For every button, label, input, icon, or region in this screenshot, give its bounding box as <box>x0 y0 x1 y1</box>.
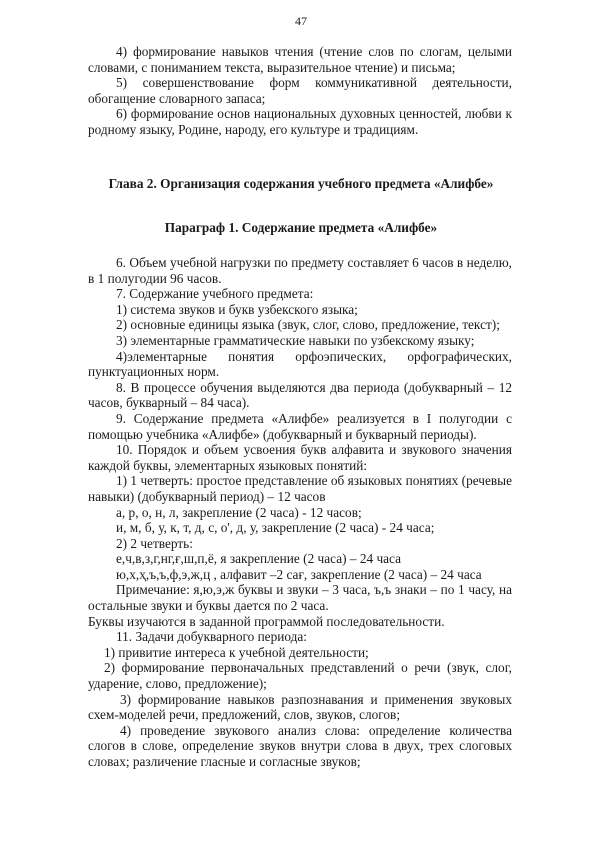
note: Примечание: я,ю,э,ж буквы и звуки – 3 часа, ъ,ъ знаки – по 1 часу, на остальные звуки и буквы дается по 2 часа. <box>88 582 512 614</box>
section-7-item-2: 2) основные единицы языка (звук, слог, слово, предложение, текст); <box>116 317 500 333</box>
intro-item-6: 6) формирование основ национальных духовных ценностей, любви к родному языку, Родине, народу, его культуре и традициям. <box>88 106 512 137</box>
section-7-item-1: 1) система звуков и букв узбекского языка; <box>116 301 358 317</box>
section-8: 8. В процессе обучения выделяются два периода (добукварный – 12 часов, букварный – 84 часа). <box>88 379 512 411</box>
intro-item-5: 5) совершенствование форм коммуникативной деятельности, обогащение словарного запаса; <box>88 75 512 106</box>
body-block <box>88 255 512 770</box>
section-7-item-4-word: понятия <box>228 348 275 364</box>
section-11-item-4: 4) проведение звукового анализ слова: определение количества слогов в слове, определение звуков внутри слова в двух, трех слоговых словах; различение гласные и согласные звуков; <box>88 722 512 769</box>
page-number: 47 <box>295 14 307 28</box>
section-9: 9. Содержание предмета «Алифбе» реализуется в I полугодии с помощью учебника «Алифбе» (добукварный и букварный периоды). <box>88 410 512 442</box>
section-10-letters-3: е,ч,в,з,г,нг,ғ,ш,п,ё, я закрепление (2 часа) – 24 часа <box>116 551 401 567</box>
paragraph-heading: Параграф 1. Содержание предмета «Алифбе» <box>164 220 438 235</box>
intro-item-4: 4) формирование навыков чтения (чтение слов по слогам, целыми словами, с пониманием текста, выразительное чтение) и письма; <box>88 44 512 75</box>
section-11-item-1: 1) привитие интереса к учебной деятельности; <box>104 644 369 660</box>
section-7-item-4-word: орфографических, <box>407 348 512 364</box>
section-11: 11. Задачи добукварного периода: <box>116 629 307 645</box>
order-note: Буквы изучаются в заданной программой последовательности. <box>88 613 445 629</box>
intro-block <box>88 44 512 138</box>
section-10: 10. Порядок и объем усвоения букв алфавита и звукового значения каждой буквы, элементарных языковых понятий: <box>88 442 512 473</box>
section-7-item-3: 3) элементарные грамматические навыки по узбекскому языку; <box>116 332 475 348</box>
section-10-letters-1: а, р, о, н, л, закрепление (2 часа) - 12 часов; <box>116 504 362 520</box>
section-7: 7. Содержание учебного предмета: <box>116 286 314 302</box>
section-10-letters-4: ю,х,ҳ,ъ,ъ,ф,э,ж,ц , алфавит –2 сағ, закрепление (2 часа) – 24 часа <box>116 566 482 582</box>
chapter-heading: Глава 2. Организация содержания учебного предмета «Алифбе» <box>108 176 494 191</box>
section-6: 6. Объем учебной нагрузки по предмету составляет 6 часов в неделю, в 1 полугодии 96 часов. <box>88 255 512 286</box>
section-10-quarter-2: 2) 2 четверть: <box>116 535 193 551</box>
section-7-item-4-end: пунктуационных норм. <box>88 364 220 380</box>
section-10-quarter-1: 1) 1 четверть: простое представление об языковых понятиях (речевые навыки) (добукварный период) – 12 часов <box>88 473 512 504</box>
section-10-letters-2: и, м, б, у, к, т, д, с, о', д, у, закрепление (2 часа) - 24 часа; <box>116 520 435 536</box>
section-11-item-2: 2) формирование первоначальных представлений о речи (звук, слог, ударение, слово, предложение); <box>88 660 512 692</box>
section-7-item-4-line <box>88 349 512 365</box>
section-7-item-4-word: орфоэпических, <box>295 348 387 364</box>
section-11-item-3: 3) формирование навыков разпознавания и применения звуковых схем-моделей речи, предложений, слов, звуков, слогов; <box>88 691 512 723</box>
section-7-item-4-word: 4)элементарные <box>116 348 207 364</box>
